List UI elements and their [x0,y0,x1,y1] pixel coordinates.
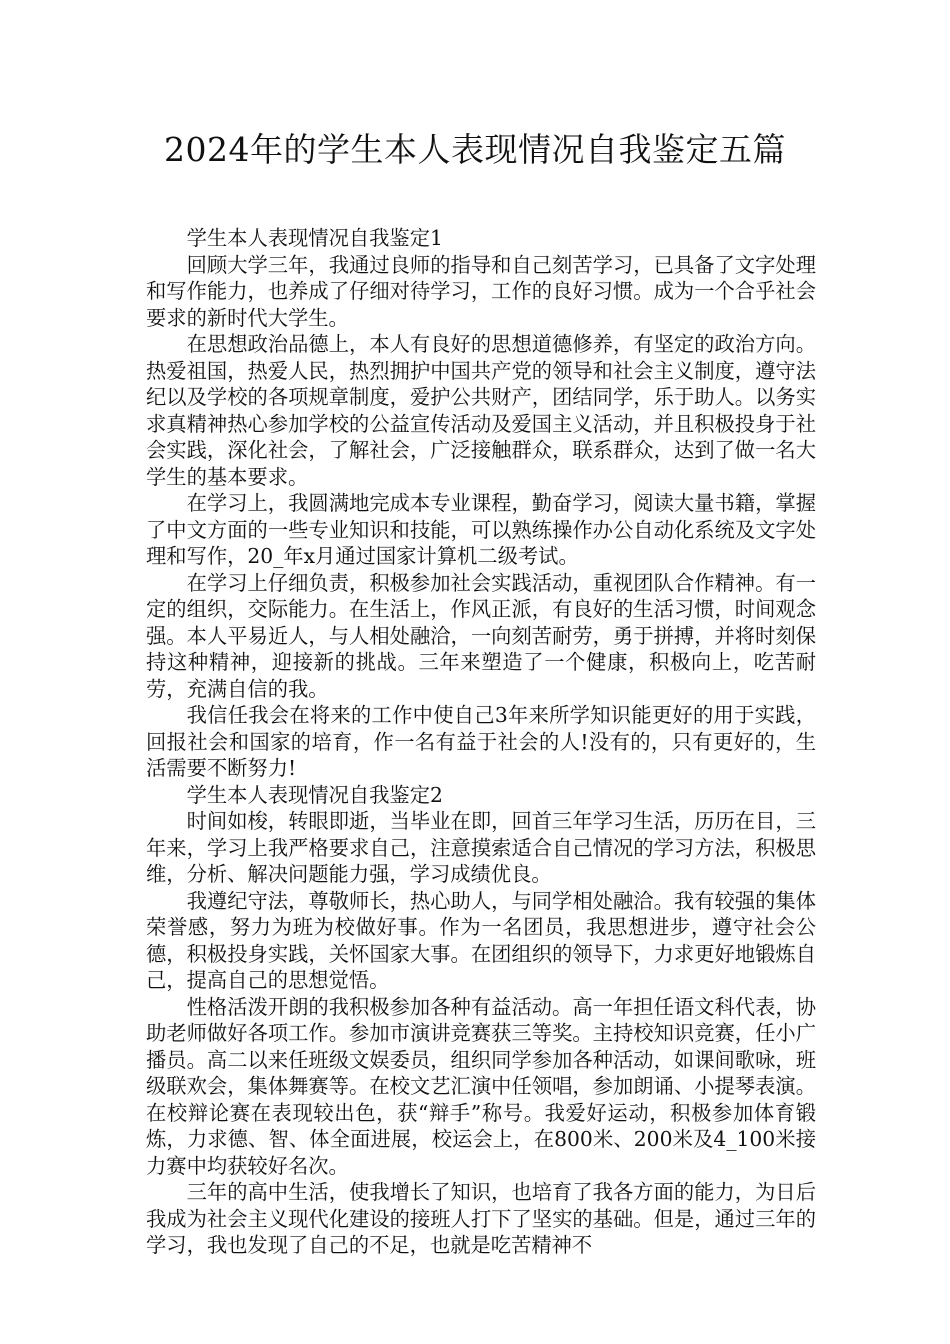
section-heading-2: 学生本人表现情况自我鉴定2 [186,782,443,807]
paragraph: 性格活泼开朗的我积极参加各种有益活动。高一年担任语文科代表，协助老师做好各项工作。参加市演讲竞赛获三等奖。主持校知识竞赛，任小广播员。高二以来任班级文娱委员，组织同学参加各种活动，如课间歌咏，班级联欢会，集体舞赛等。在校文艺汇演中任领唱，参加朗诵、小提琴表演。在校辩论赛在表现较出色，获“辩手”称号。我爱好运动，积极参加体育锻炼，力求德、智、体全面进展，校运会上，在800米、200米及4_100米接力赛中均获较好名次。 [146,994,816,1178]
section-heading-1: 学生本人表现情况自我鉴定1 [186,226,443,250]
paragraph: 回顾大学三年，我通过良师的指导和自己刻苦学习，已具备了文字处理和写作能力，也养成了仔细对待学习，工作的良好习惯。成为一个合乎社会要求的新时代大学生。 [146,252,816,330]
paragraph: 在学习上仔细负责，积极参加社会实践活动，重视团队合作精神。有一定的组织，交际能力。在生活上，作风正派，有良好的生活习惯，时间观念强。本人平易近人，与人相处融洽，一向刻苦耐劳，勇于拼搏，并将时刻保持这种精神，迎接新的挑战。三年来塑造了一个健康，积极向上，吃苦耐劳，充满自信的我。 [146,570,816,701]
paragraph: 在学习上，我圆满地完成本专业课程，勤奋学习，阅读大量书籍，掌握了中文方面的一些专业知识和技能，可以熟练操作办公自动化系统及文字处理和写作，20_年x月通过国家计算机二级考试。 [146,491,816,568]
document-body [146,225,816,1259]
document-title: 2024年的学生本人表现情况自我鉴定五篇 [164,130,786,169]
paragraph: 我遵纪守法，尊敬师长，热心助人，与同学相处融洽。我有较强的集体荣誉感，努力为班为校做好事。作为一名团员，我思想进步，遵守社会公德，积极投身实践，关怀国家大事。在团组织的领导下，力求更好地锻炼自己，提高自己的思想觉悟。 [146,888,816,992]
paragraph: 我信任我会在将来的工作中使自己3年来所学知识能更好的用于实践，回报社会和国家的培育，作一名有益于社会的人!没有的，只有更好的，生活需要不断努力! [146,703,816,780]
paragraph: 时间如梭，转眼即逝，当毕业在即，回首三年学习生活，历历在目，三年来，学习上我严格要求自己，注意摸索适合自己情况的学习方法，积极思维，分析、解决问题能力强，学习成绩优良。 [146,809,816,886]
paragraph: 在思想政治品德上，本人有良好的思想道德修养，有坚定的政治方向。热爱祖国，热爱人民，热烈拥护中国共产党的领导和社会主义制度，遵守法纪以及学校的各项规章制度，爱护公共财产，团结同学，乐于助人。以务实求真精神热心参加学校的公益宣传活动及爱国主义活动，并且积极投身于社会实践，深化社会，了解社会，广泛接触群众，联系群众，达到了做一名大学生的基本要求。 [146,332,816,489]
paragraph: 三年的高中生活，使我增长了知识，也培育了我各方面的能力，为日后我成为社会主义现代化建设的接班人打下了坚实的基础。但是，通过三年的学习，我也发现了自己的不足，也就是吃苦精神不 [146,1180,816,1257]
